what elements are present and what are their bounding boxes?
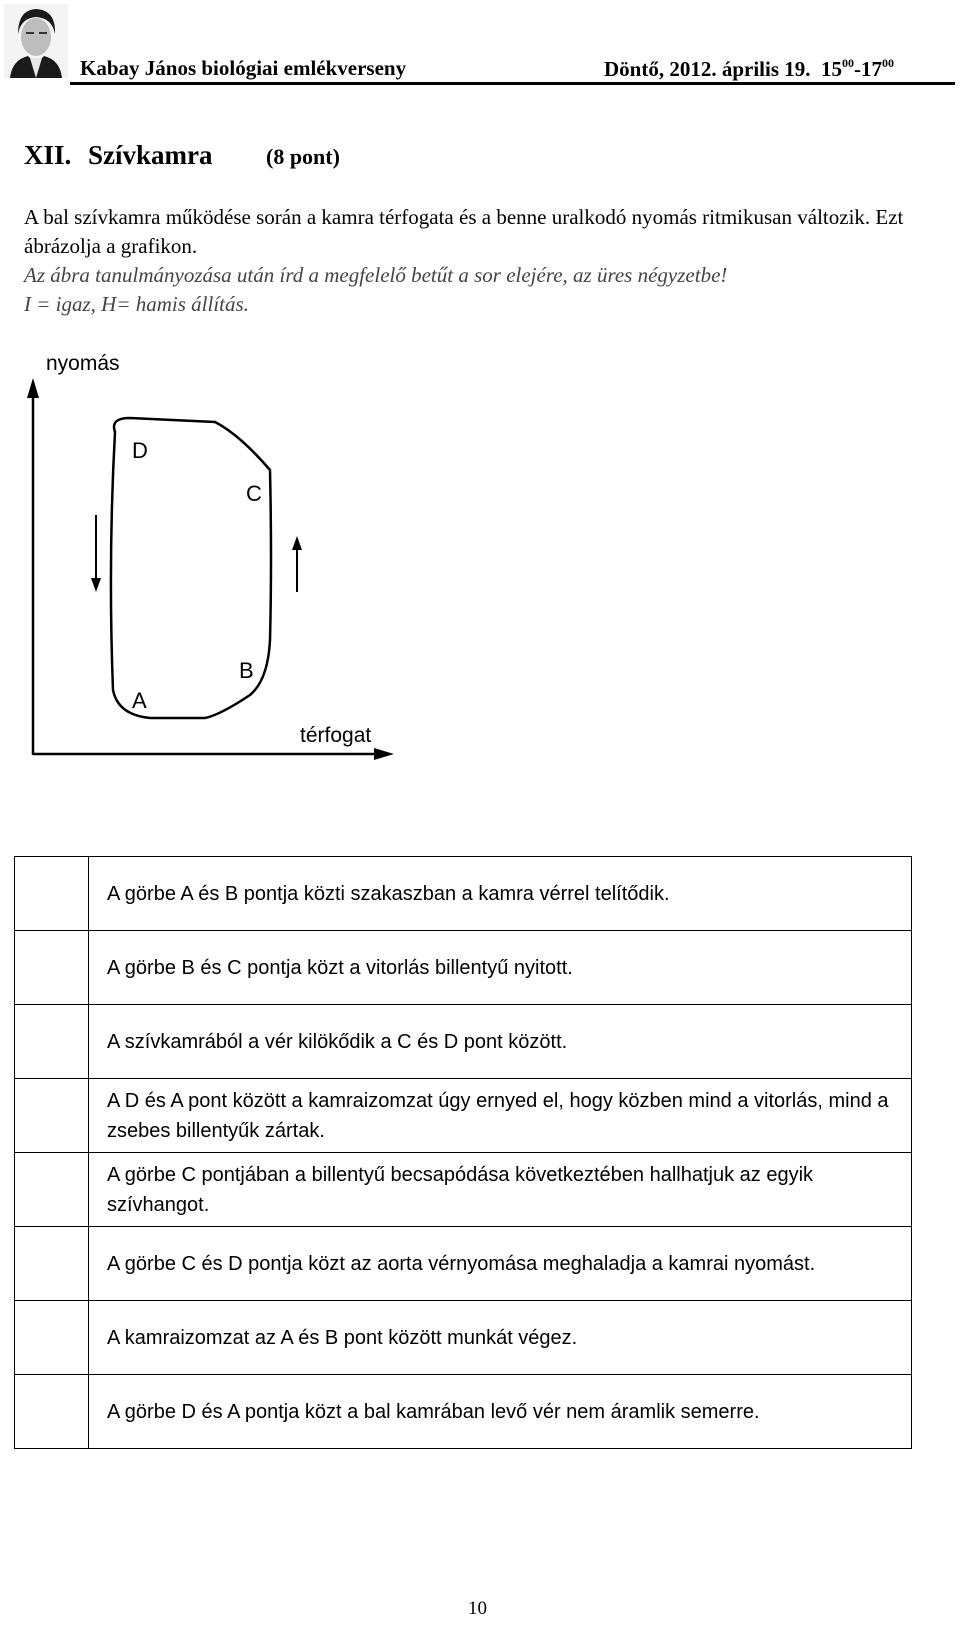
answer-box[interactable] — [15, 857, 89, 931]
intro-key: I = igaz, H= hamis állítás. — [24, 292, 249, 316]
statement-text: A kamraizomzat az A és B pont között munkát végez. — [89, 1301, 912, 1375]
point-label-b: B — [239, 658, 254, 683]
x-axis-label: térfogat — [300, 724, 372, 747]
statement-text: A szívkamrából a vér kilökődik a C és D pont között. — [89, 1005, 912, 1079]
statement-text: A görbe D és A pontja közt a bal kamrában levő vér nem áramlik semerre. — [89, 1375, 912, 1449]
answer-box[interactable] — [15, 931, 89, 1005]
section-name: Szívkamra — [88, 140, 213, 170]
point-label-d: D — [132, 438, 148, 463]
point-label-c: C — [246, 481, 262, 506]
intro-paragraph: A bal szívkamra működése során a kamra térfogata és a benne uralkodó nyomás ritmikusan változik. Ezt ábrázolja a grafikon. — [24, 205, 904, 258]
header-divider — [70, 82, 955, 85]
y-axis-label: nyomás — [46, 352, 120, 375]
statement-row — [15, 1153, 912, 1227]
intro-instruction: Az ábra tanulmányozása után írd a megfelelő betűt a sor elejére, az üres négyzetbe! — [24, 263, 728, 287]
section-number: XII. — [24, 140, 72, 170]
page-number: 10 — [468, 1598, 487, 1619]
answer-box[interactable] — [15, 1375, 89, 1449]
answer-box[interactable] — [15, 1153, 89, 1227]
competition-name: Kabay János biológiai emlékverseny — [80, 56, 407, 80]
section-points: (8 pont) — [266, 144, 340, 169]
statement-text: A görbe C pontjában a billentyű becsapódása következtében hallhatjuk az egyik szívhangot. — [89, 1153, 912, 1227]
x-axis-arrowhead — [374, 748, 394, 760]
statement-text: A görbe C és D pontja közt az aorta vérnyomása meghaladja a kamrai nyomást. — [89, 1227, 912, 1301]
portrait-image — [4, 4, 68, 78]
statements-table — [14, 856, 912, 1449]
statement-row — [15, 857, 912, 931]
competition-date: Döntő, 2012. április 19. $15^{00}-17^{00}$ — [604, 56, 895, 81]
down-arrowhead — [91, 578, 101, 592]
statement-text: A D és A pont között a kamraizomzat úgy ernyed el, hogy közben mind a vitorlás, mind a zsebes billentyűk zártak. — [89, 1079, 912, 1153]
y-axis-arrowhead — [27, 378, 39, 398]
statement-row — [15, 1227, 912, 1301]
point-label-a: A — [132, 688, 147, 713]
page-header — [0, 0, 960, 90]
up-arrowhead — [292, 536, 302, 550]
pressure-volume-diagram — [0, 352, 480, 800]
section-title — [24, 140, 213, 171]
statement-row — [15, 1375, 912, 1449]
statement-row — [15, 1079, 912, 1153]
statement-row — [15, 1005, 912, 1079]
statement-text: A görbe A és B pontja közti szakaszban a kamra vérrel telítődik. — [89, 857, 912, 931]
answer-box[interactable] — [15, 1005, 89, 1079]
statement-row — [15, 1301, 912, 1375]
statement-row — [15, 931, 912, 1005]
answer-box[interactable] — [15, 1301, 89, 1375]
answer-box[interactable] — [15, 1079, 89, 1153]
diagram-svg — [0, 360, 480, 800]
statement-text: A görbe B és C pontja közt a vitorlás billentyű nyitott. — [89, 931, 912, 1005]
answer-box[interactable] — [15, 1227, 89, 1301]
task-intro — [24, 203, 944, 319]
